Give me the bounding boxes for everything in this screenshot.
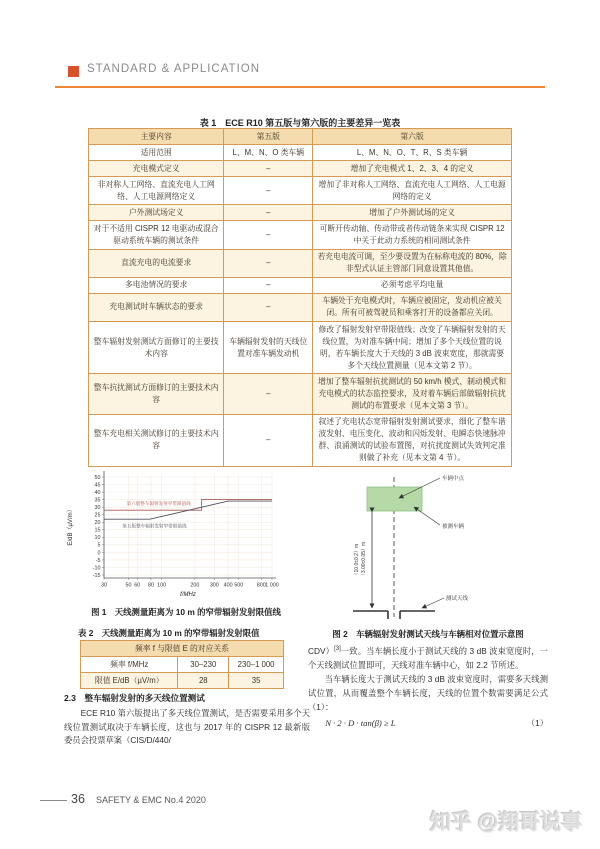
- figure1: [62, 466, 310, 609]
- table-row: [89, 322, 512, 374]
- y-tick-label: 15: [94, 527, 101, 534]
- table-cell: 叙述了充电状态宽带辐射发射测试要求，细化了整车谐波发射、电压变化、波动和闪烁发射、电瞬态快速脉冲群、浪涌测试的试验布置图，对抗扰度测试失效判定准则做了补充（见本文第 4 节）。: [313, 414, 512, 466]
- table-cell: 充电模式定义: [89, 161, 224, 177]
- x-tick-label: 500: [234, 582, 244, 589]
- x-tick-label: 200: [190, 582, 200, 589]
- table-cell: 非对称人工网络、直流充电人工网络、人工电源网络定义: [89, 177, 224, 205]
- distance-label: （10.0±0.2）m （3.00±0.05）m: [354, 541, 367, 579]
- table-row: [81, 673, 284, 689]
- table-cell: 频率 f/MHz: [81, 657, 178, 673]
- table-cell: 整车充电相关测试修订的主要技术内容: [89, 414, 224, 466]
- table-cell: –: [224, 161, 313, 177]
- right-column-text: [308, 644, 548, 731]
- column-header: 第五版: [224, 129, 313, 145]
- x-tick-label: 800: [256, 582, 266, 589]
- equation-row: [308, 716, 548, 731]
- vehicle-label: 被测车辆: [442, 524, 465, 530]
- citation-superscript: [3]: [334, 646, 341, 653]
- table-cell: 户外测试场定义: [89, 205, 224, 221]
- table-row: [89, 293, 512, 321]
- table-cell: 增加了充电模式 1、2、3、4 的定义: [313, 161, 512, 177]
- y-tick-label: 35: [94, 497, 101, 504]
- x-tick-label: 60: [134, 582, 141, 589]
- table-cell: 可断开传动轴、传动带或者传动链条来实现 CISPR 12 中关于此动力系统的相同测试条件: [313, 221, 512, 249]
- table-cell: 35: [229, 673, 284, 689]
- y-tick-label: 0: [97, 550, 101, 557]
- figure2-caption: 图 2 车辆辐射发射测试天线与车辆相对位置示意图: [332, 629, 524, 639]
- y-tick-label: 50: [94, 474, 101, 481]
- table-cell: –: [224, 293, 313, 321]
- section-2-3: [64, 692, 310, 748]
- table-cell: 车辆辐射发射的天线位置对准车辆发动机: [224, 322, 313, 374]
- watermark: 知乎 @翔哥说事: [429, 811, 582, 834]
- table1-caption: 表 1 ECE R10 第五版与第六版的主要差异一览表: [199, 118, 401, 128]
- figure2: [310, 465, 545, 632]
- column-header: 第六版: [313, 129, 512, 145]
- table-row: [89, 277, 512, 293]
- table-row: [89, 374, 512, 414]
- limits-table: [80, 640, 284, 689]
- equation-number: （1）: [526, 718, 548, 729]
- comparison-table: [88, 128, 512, 467]
- antenna-leader: [422, 598, 444, 608]
- table-cell: 30–230: [178, 657, 229, 673]
- paragraph: 当车辆长度大于测试天线的 3 dB 波束宽度时，需要多天线测试位置，从而覆盖整个车辆长度，天线的位置个数需要满足公式（1）：: [308, 674, 548, 713]
- series-label: 第六版整车辐射发射窄带限值线: [126, 500, 191, 506]
- table-cell: 对于不适用 CISPR 12 电驱动或混合驱动系统车辆的测试条件: [89, 221, 224, 249]
- table-cell: 多电池情况的要求: [89, 277, 224, 293]
- table-cell: 若充电电流可调，至少要设置为在标称电流的 80%，除非型式认证主管部门同意设置其他值。: [313, 249, 512, 277]
- table-header-row: [81, 641, 284, 657]
- y-tick-label: -15: [92, 572, 101, 579]
- table1-body: [89, 145, 512, 467]
- table2-caption: 表 2 天线测量距离为 10 m 的窄带辐射发射限值: [78, 628, 260, 638]
- table2-span-header: 频率 f 与限值 E 的对应关系: [81, 641, 284, 657]
- header-rule: [55, 86, 545, 88]
- table-row: [89, 221, 512, 249]
- page-number: 36: [71, 792, 85, 806]
- table2-body: [81, 657, 284, 689]
- y-tick-label: 40: [94, 489, 101, 496]
- table-cell: L、M、N、O、T、R、S 类车辆: [313, 145, 512, 161]
- section-paragraph: ECE R10 第六版提出了多天线位置测试，是否需要采用多个天线位置测试取决于车辆长度，这也与 2017 年的 CISPR 12 最新版委员会投票草案（CIS/D/440/: [64, 708, 310, 746]
- footer-rule: [40, 800, 67, 801]
- x-tick-label: 300: [209, 582, 219, 589]
- y-tick-label: 30: [94, 505, 101, 512]
- table-cell: 增加了户外测试场的定义: [313, 205, 512, 221]
- table-header-row: [89, 129, 512, 145]
- x-tick-label: 100: [157, 582, 167, 589]
- x-tick-label: 400: [223, 582, 233, 589]
- vehicle-leader: [414, 507, 440, 525]
- journal-section-title: STANDARD & APPLICATION: [87, 63, 261, 75]
- table-cell: 必须考虑平均电量: [313, 277, 512, 293]
- y-tick-label: -5: [95, 557, 101, 564]
- column-header: 主要内容: [89, 129, 224, 145]
- table1-head: [89, 129, 512, 145]
- series-label: 第五版整车辐射发射窄带限值线: [122, 523, 187, 529]
- y-tick-label: 25: [94, 512, 101, 519]
- y-axis-label: E/dB（µV/m）: [68, 506, 74, 546]
- table-cell: –: [224, 277, 313, 293]
- table-cell: 修改了辐射发射窄带限值线；改变了车辆辐射发射的天线位置，为对准车辆中间；增加了多个天线位置的说明，若车辆长度大于天线的 3 dB 波束宽度，那就需要多个天线位置测量（见本文第 2 节）。: [313, 322, 512, 374]
- figure1-chart: [62, 466, 310, 604]
- brand-square-icon: [68, 66, 79, 77]
- table-row: [89, 161, 512, 177]
- table-cell: –: [224, 177, 313, 205]
- table-cell: 车辆处于充电模式时，车辆应被固定，发动机应被关闭。所有可被驾驶员和乘客打开的设备都应关闭。: [313, 293, 512, 321]
- table-cell: 整车抗扰测试方面修订的主要技术内容: [89, 374, 224, 414]
- y-tick-label: 45: [94, 482, 101, 489]
- table-cell: –: [224, 205, 313, 221]
- table-cell: 28: [178, 673, 229, 689]
- x-tick-label: 30: [101, 582, 107, 589]
- table-cell: –: [224, 249, 313, 277]
- table-cell: 直流充电的电流要求: [89, 249, 224, 277]
- table2-head: [81, 641, 284, 657]
- y-tick-label: 10: [94, 535, 101, 542]
- table-cell: 增加了整车辐射抗扰测试的 50 km/h 模式、制动模式和充电模式的状态监控要求，及对着车辆后部做辐射抗扰测试的布置要求（见本文第 3 节）。: [313, 374, 512, 414]
- x-tick-label: 1 000: [265, 582, 279, 589]
- x-tick-label: 80: [147, 582, 154, 589]
- figure2-diagram: [310, 465, 545, 627]
- midpoint-label: 车辆中点: [442, 476, 465, 482]
- table-row: [89, 205, 512, 221]
- x-tick-label: 50: [125, 582, 132, 589]
- x-axis-label: f/MHz: [180, 592, 196, 598]
- antenna-label: 测试天线: [446, 596, 469, 602]
- table-cell: 适用范围: [89, 145, 224, 161]
- table-cell: 整车辐射发射测试方面修订的主要技术内容: [89, 322, 224, 374]
- y-tick-label: -10: [92, 565, 101, 572]
- table-cell: 230–1 000: [229, 657, 284, 673]
- section-heading: 2.3 整车辐射发射的多天线位置测试: [64, 693, 205, 703]
- table-cell: –: [224, 221, 313, 249]
- table-cell: 限值 E/dB（µV/m）: [81, 673, 178, 689]
- table-row: [89, 145, 512, 161]
- table-cell: –: [224, 374, 313, 414]
- equation: N · 2 · D · tan(β) ≥ L: [325, 718, 396, 729]
- table-cell: 增加了非对称人工网络、直流充电人工网络、人工电源网络的定义: [313, 177, 512, 205]
- y-tick-label: 20: [94, 520, 101, 527]
- journal-footer: SAFETY & EMC No.4 2020: [96, 795, 206, 805]
- table-cell: 充电测试时车辆状态的要求: [89, 293, 224, 321]
- y-tick-label: 5: [97, 542, 101, 549]
- table-row: [81, 657, 284, 673]
- table-cell: L、M、N、O 类车辆: [224, 145, 313, 161]
- table-cell: –: [224, 414, 313, 466]
- table-row: [89, 249, 512, 277]
- table-row: [89, 414, 512, 466]
- paragraph: CDV）[3]一致。当车辆长度小于测试天线的 3 dB 波束宽度时，一个天线测试位置即可，天线对准车辆中心，如 2.2 节所述。: [308, 646, 548, 671]
- figure1-caption: 图 1 天线测量距离为 10 m 的窄带辐射发射限值线: [91, 607, 281, 617]
- table-row: [89, 177, 512, 205]
